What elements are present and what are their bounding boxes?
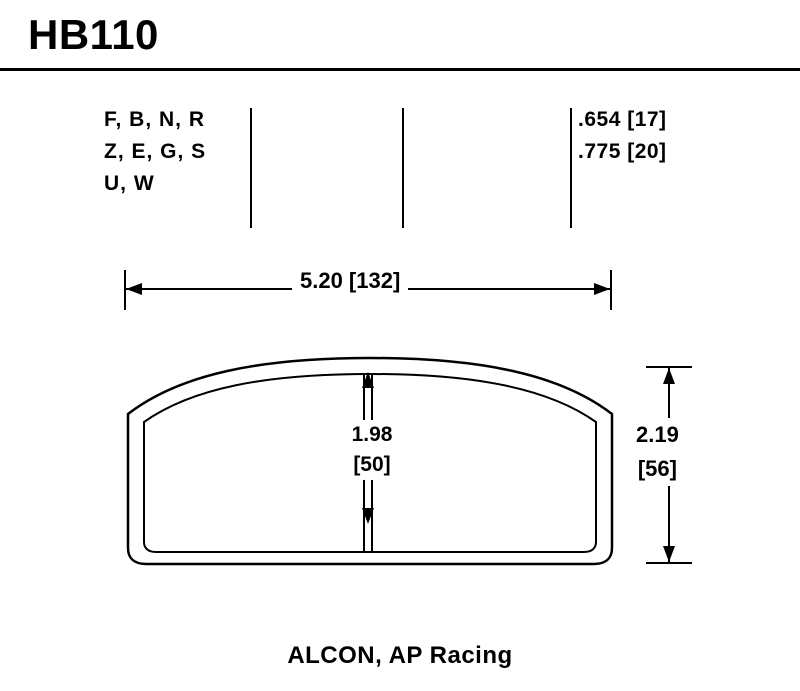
- width-arrow-right: [594, 283, 610, 295]
- thickness-row-1: .654 [17]: [578, 108, 667, 131]
- compound-code-row-1: F, B, N, R: [104, 108, 206, 131]
- thickness-value-list: [578, 104, 667, 168]
- inner-dim-arrow-top: [362, 372, 374, 388]
- inner-dim-arrow-bottom: [362, 508, 374, 524]
- height-inches: 2.19: [636, 422, 679, 447]
- header-tick-center: [402, 108, 404, 228]
- height-mm: [56]: [637, 456, 677, 481]
- width-arrow-left: [126, 283, 142, 295]
- compound-code-row-2: Z, E, G, S: [104, 140, 207, 163]
- header-tick-right: [570, 108, 572, 228]
- height-arrow-bottom: [663, 546, 675, 562]
- width-dimension-label: 5.20 [132]: [292, 268, 408, 294]
- inner-height-mm: [50]: [353, 453, 391, 476]
- height-dimension-label: [636, 418, 679, 486]
- brand-caption: ALCON, AP Racing: [287, 642, 513, 669]
- part-number: HB110: [28, 11, 159, 58]
- compound-code-row-3: U, W: [104, 172, 155, 195]
- header-divider: [0, 68, 800, 71]
- inner-height-inches: 1.98: [351, 423, 393, 446]
- width-extension-line-right: [610, 270, 612, 310]
- compound-code-list: [104, 104, 206, 200]
- header-tick-left: [250, 108, 252, 228]
- height-arrow-top: [663, 368, 675, 384]
- thickness-row-2: .775 [20]: [578, 140, 667, 163]
- inner-height-dimension-label: [336, 420, 408, 480]
